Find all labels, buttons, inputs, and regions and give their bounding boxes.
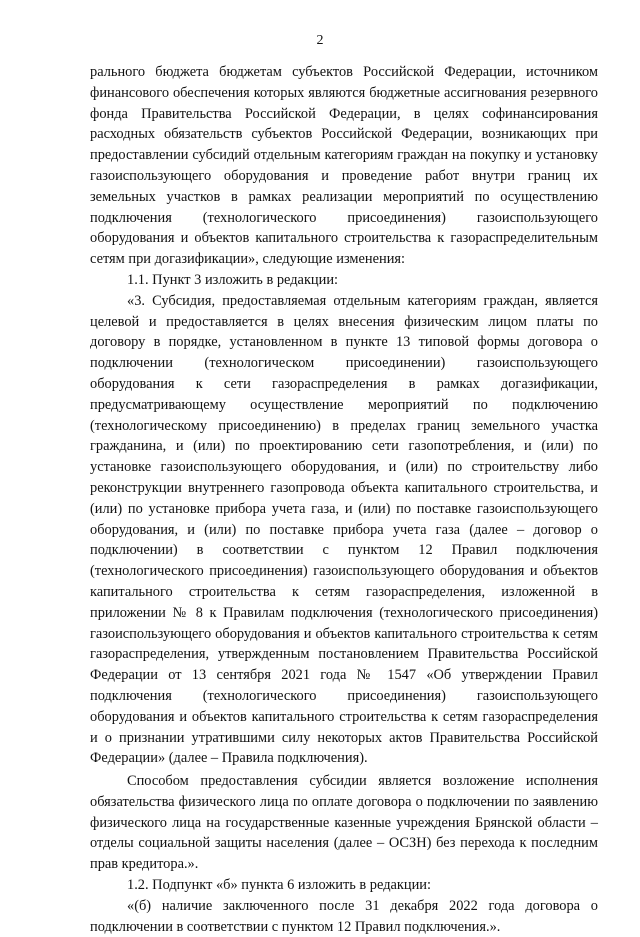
paragraph-clause-3: «3. Субсидия, предоставляемая отдельным категориям граждан, является целевой и предоставляется в целях внесения физическим лицом платы по договору в порядке, установленном в пункте 13 типовой формы договора о подключении (технологическом присоединении) газоиспользующего оборудования к сети газораспределения в рамках догазификации, предусматривающему осуществление мероприятий по подключению (технологическому присоединению) в пределах границ земельного участка гражданина, и (или) по проектированию сети газопотребления, и (или) по установке газоиспользующего оборудования, и (или) по строительству либо реконструкции внутреннего газопровода объекта капитального строительства, и (или) по установке прибора учета газа, и (или) по поставке газоиспользующего оборудования, и (или) по поставке прибора учета газа (далее – договор о подключении) в соответствии с пунктом 12 Правил подключения (технологического присоединения) газоиспользующего оборудования и объектов капитального строительства к сетям газораспределения, изложенной в приложении № 8 к Правилам подключения (технологического присоединения) газоиспользующего оборудования и объектов капитального строительства к сетям газораспределения, утвержденным постановлением Правительства Российской Федерации от 13 сентября 2021 года № 1547 «Об утверждении Правил подключения (технологического присоединения) газоиспользующего оборудования и объектов капитального строительства к сетям газораспределения и о признании утратившими силу некоторых актов Правительства Российской Федерации» (далее – Правила подключения). — [90, 292, 598, 767]
paragraph-subsidy-method: Способом предоставления субсидии является возложение исполнения обязательства физического лица по оплате договора о подключении по заявлению физического лица на государственные казенные учреждения Брянской области – отделы социальной защиты населения (далее – ОСЗН) без перехода к последним прав кредитора.». — [90, 773, 598, 873]
document-body — [90, 62, 598, 937]
paragraph-subclause-b: «(б) наличие заключенного после 31 декабря 2022 года договора о подключении в соответствии с пунктом 12 Правил подключения.». — [90, 897, 598, 935]
paragraph-item-1-1: 1.1. Пункт 3 изложить в редакции: — [127, 271, 339, 288]
page-number: 2 — [316, 33, 324, 48]
paragraph-continuation: рального бюджета бюджетам субъектов Российской Федерации, источником финансового обеспечения которых являются бюджетные ассигнования резервного фонда Правительства Российской Федерации, в целях софинансирования расходных обязательств субъектов Российской Федерации, возникающих при предоставлении субсидий отдельным категориям граждан на покупку и установку газоиспользующего оборудования и проведение работ внутри границ их земельных участков в рамках реализации мероприятий по осуществлению подключения (технологического присоединения) газоиспользующего оборудования и объектов капитального строительства к газораспределительным сетям при догазификации», следующие изменения: — [90, 64, 598, 268]
paragraph-item-1-2: 1.2. Подпункт «б» пункта 6 изложить в редакции: — [127, 877, 432, 894]
